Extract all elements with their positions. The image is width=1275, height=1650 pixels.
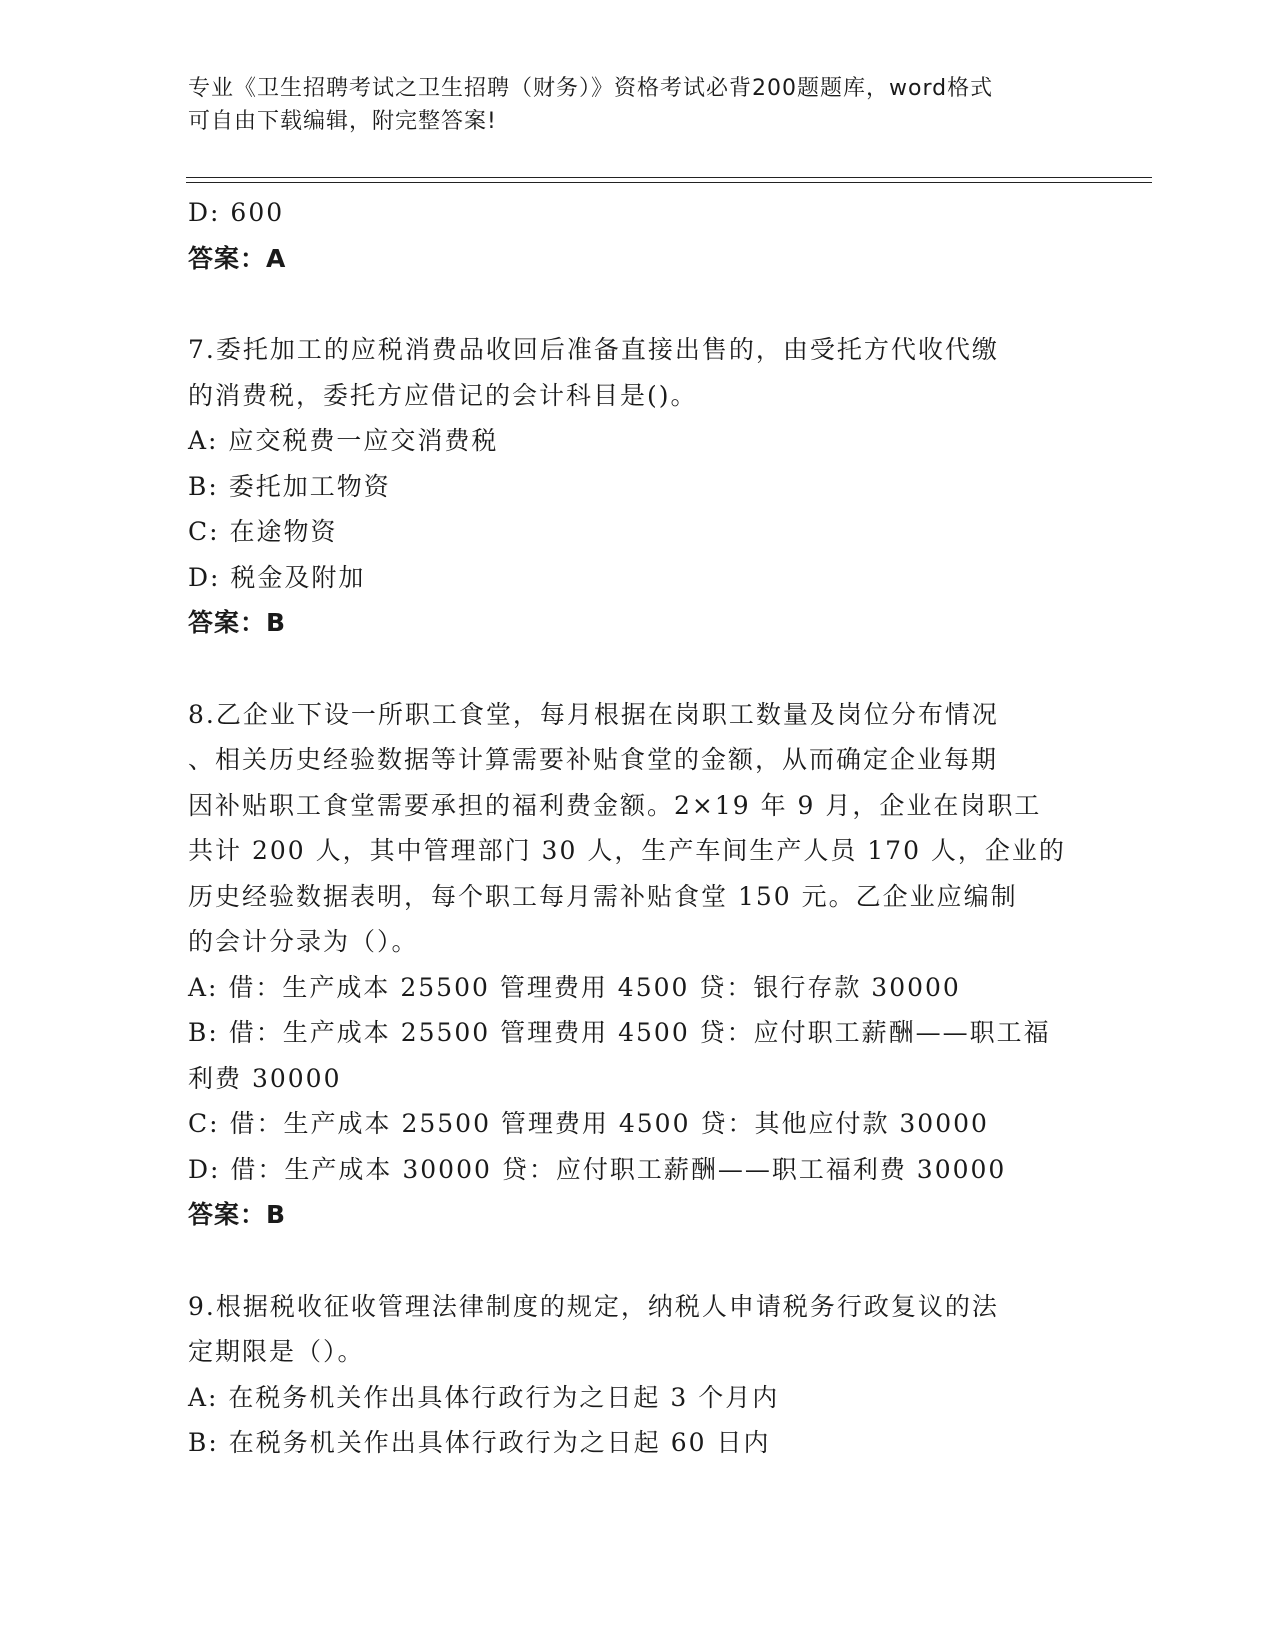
header-divider-top <box>186 177 1152 178</box>
question-stem: 、相关历史经验数据等计算需要补贴食堂的金额，从而确定企业每期 <box>188 745 999 774</box>
header-line-2: 可自由下载编辑，附完整答案! <box>188 109 497 134</box>
answer-line: 答案：B <box>188 1200 287 1229</box>
question-stem: 历史经验数据表明，每个职工每月需补贴食堂 150 元。乙企业应编制 <box>188 881 1018 911</box>
option-a: A: 在税务机关作出具体行政行为之日起 3 个月内 <box>188 1382 780 1412</box>
question-stem: 的会计分录为（）。 <box>188 927 419 956</box>
header-line-1: 专业《卫生招聘考试之卫生招聘（财务）》资格考试必背200题题库，word格式 <box>188 76 994 101</box>
option-b: B: 委托加工物资 <box>188 471 391 501</box>
option-d: D: 税金及附加 <box>188 562 366 592</box>
spacer <box>188 281 1088 327</box>
document-body <box>188 190 1088 1466</box>
option-c: C: 借：生产成本 25500 管理费用 4500 贷：其他应付款 30000 <box>188 1109 989 1138</box>
spacer <box>188 1238 1088 1284</box>
spacer <box>188 646 1088 692</box>
question-stem: 7.委托加工的应税消费品收回后准备直接出售的，由受托方代收代缴 <box>188 335 999 364</box>
question-stem: 共计 200 人，其中管理部门 30 人，生产车间生产人员 170 人，企业的 <box>188 836 1066 865</box>
question-stem: 9.根据税收征收管理法律制度的规定，纳税人申请税务行政复议的法 <box>188 1291 999 1321</box>
answer-line: 答案：B <box>188 608 287 637</box>
option-b: B: 在税务机关作出具体行政行为之日起 60 日内 <box>188 1428 771 1457</box>
header-divider-bottom <box>186 182 1152 183</box>
question-7 <box>188 327 1088 646</box>
option-a: A: 应交税费一应交消费税 <box>188 426 499 455</box>
document-header <box>188 72 1088 138</box>
option-d: D: 600 <box>188 198 285 227</box>
question-6-tail <box>188 190 1088 281</box>
option-c: C: 在途物资 <box>188 517 338 546</box>
option-b: B: 借：生产成本 25500 管理费用 4500 贷：应付职工薪酬——职工福 <box>188 1018 1051 1047</box>
option-d: D: 借：生产成本 30000 贷：应付职工薪酬——职工福利费 30000 <box>188 1154 1007 1184</box>
question-8 <box>188 692 1088 1238</box>
question-9 <box>188 1284 1088 1466</box>
question-stem: 因补贴职工食堂需要承担的福利费金额。2×19 年 9 月，企业在岗职工 <box>188 790 1042 820</box>
question-stem: 的消费税，委托方应借记的会计科目是()。 <box>188 380 698 410</box>
option-b-continued: 利费 30000 <box>188 1063 342 1093</box>
answer-line: 答案：A <box>188 243 287 273</box>
question-stem: 8.乙企业下设一所职工食堂，每月根据在岗职工数量及岗位分布情况 <box>188 699 999 729</box>
question-stem: 定期限是（）。 <box>188 1337 365 1366</box>
option-a: A: 借：生产成本 25500 管理费用 4500 贷：银行存款 30000 <box>188 972 961 1002</box>
